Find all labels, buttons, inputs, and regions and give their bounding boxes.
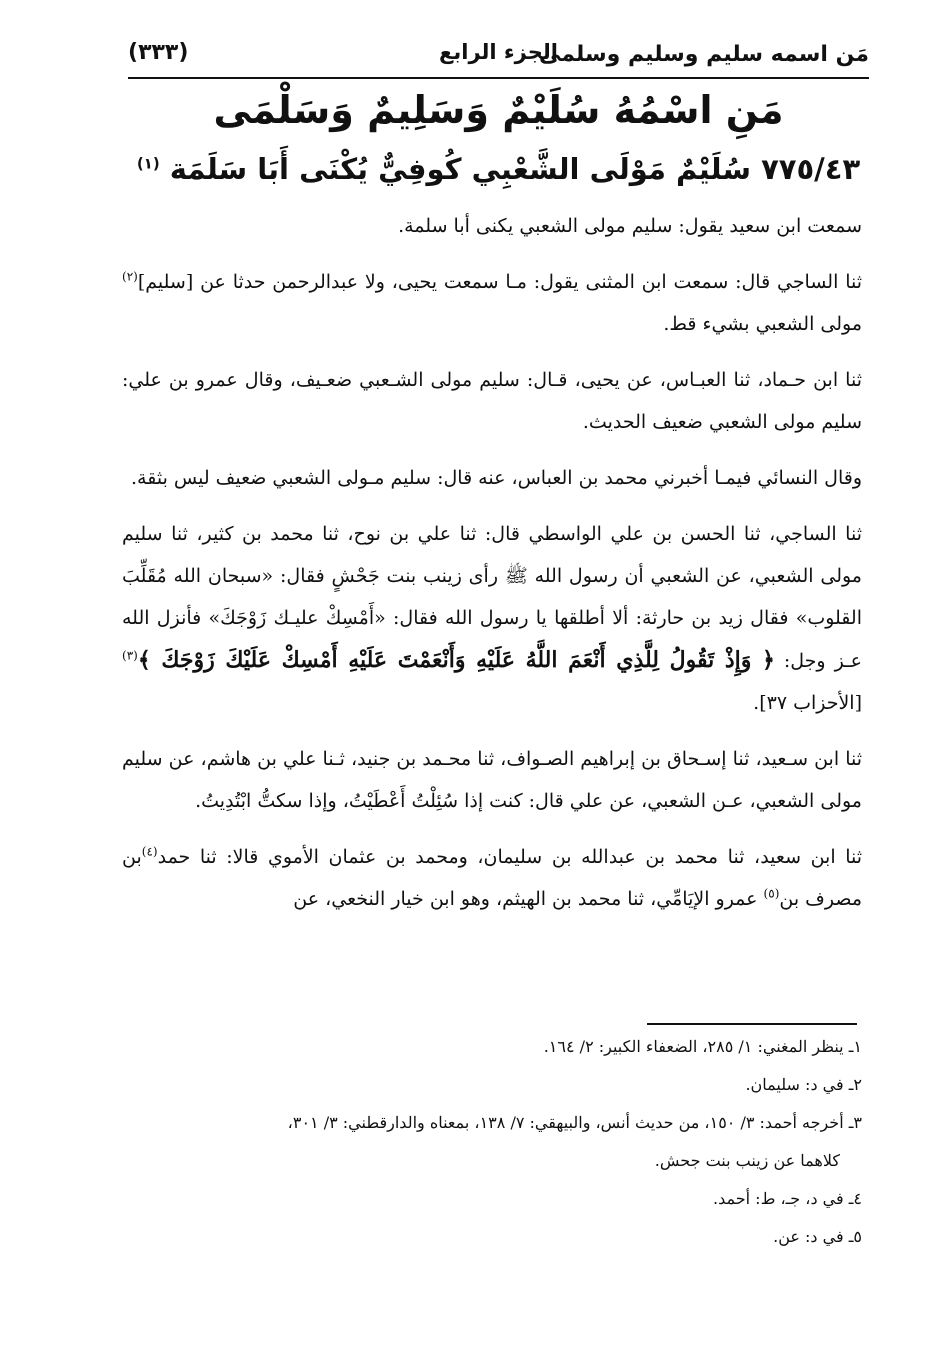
footnote-ref: (١)	[136, 154, 160, 173]
footnote-ref: (٢)	[122, 269, 138, 284]
footnotes	[110, 1028, 862, 1256]
paragraph-text: عمرو الإيَامِّي، ثنا محمد بن الهيثم، وهو ابن خيار النخعي، عن	[293, 888, 764, 910]
header-volume: الجزء الرابع	[439, 40, 558, 64]
footnote: ٢ـ في د: سليمان.	[745, 1075, 862, 1094]
paragraph	[122, 513, 862, 724]
footnote-ref: (٥)	[763, 886, 780, 901]
paragraph-text: بن مصرف بن	[122, 846, 862, 910]
paragraph-text: ثنا الساجي قال: سمعت ابن المثنى يقول: مـا سمعت يحيى، ولا عبدالرحمن حدثا عن [سليم]	[137, 271, 862, 293]
paragraph-text: [الأحزاب ٣٧].	[753, 692, 862, 714]
chapter-title: مَنِ اسْمُهُ سُلَيْمٌ وَسَلِيمٌ وَسَلْمَى	[213, 88, 784, 132]
paragraph-text: مولى الشعبي بشيء قط.	[663, 313, 862, 335]
footnote: ٤ـ في د، جـ، ط: أحمد.	[713, 1189, 862, 1208]
running-header	[128, 34, 869, 74]
paragraph-text: ثنا ابن سـعيد، ثنا إسـحاق بن إبراهيم الصـواف، ثنا محـمد بن جنيد، ثـنا علي بن هاشم، عن سليم مولى الشعبي، عـن الشعبي، عن علي قال: كنت إذا سُئِلْتُ أَعْطَيْتُ، وإذا سكتُّ ابْتُدِيتُ.	[122, 748, 863, 812]
footnote-separator	[647, 1023, 857, 1025]
paragraph	[122, 261, 862, 345]
paragraph-text: سمعت ابن سعيد يقول: سليم مولى الشعبي يكنى أبا سلمة.	[398, 215, 862, 237]
header-rule	[128, 77, 869, 79]
quran-verse: ﴿ وَإِذْ تَقُولُ لِلَّذِي أَنْعَمَ اللَّهُ عَلَيْهِ وَأَنْعَمْتَ عَلَيْهِ أَمْسِكْ عَلَيْكَ زَوْجَكَ ﴾	[137, 647, 775, 673]
paragraph	[122, 205, 862, 247]
paragraph	[122, 359, 862, 443]
paragraph	[122, 738, 862, 822]
paragraph-text: وقال النسائي فيمـا أخبرني محمد بن العباس، عنه قال: سليم مـولى الشعبي ضعيف ليس بثقة.	[131, 467, 862, 489]
main-text	[122, 205, 862, 934]
footnote: ١ـ ينظر المغني: ١/ ٢٨٥، الضعفاء الكبير: ٢/ ١٦٤.	[543, 1037, 862, 1056]
entry-heading	[128, 152, 869, 186]
header-chapter-short: مَن اسمه سليم وسليم وسلمى	[539, 42, 869, 67]
paragraph-text: ثنا الساجي، ثنا الحسن بن علي الواسطي قال: ثنا علي بن نوح، ثنا محمد بن كثير، ثنا سليم مولى الشعبي، عن الشعبي أن رسول الله ﷺ رأى زينب بنت جَحْشٍ فقال: «سبحان الله مُقَلِّبَ القلوب» فقال زيد بن حارثة: ألا أطلقها يا رسول الله فقال: «أَمْسِكْ عليـك زَوْجَكَ» فأنزل الله عـز وجل:	[122, 523, 862, 672]
footnote: ٣ـ أخرجه أحمد: ٣/ ١٥٠، من حديث أنس، والبيهقي: ٧/ ١٣٨، بمعناه والدارقطني: ٣/ ٣٠١،	[287, 1113, 862, 1132]
footnote: ٥ـ في د: عن.	[773, 1227, 862, 1246]
footnote-ref: (٣)	[122, 648, 138, 663]
paragraph	[122, 457, 862, 499]
entry-heading-text: ٧٧٥/٤٣ سُلَيْمٌ مَوْلَى الشَّعْبِي كُوفِيٌّ يُكْنَى أَبَا سَلَمَة	[169, 152, 861, 186]
footnote-ref: (٤)	[141, 844, 158, 859]
paragraph-text: ثنا ابن حـماد، ثنا العبـاس، عن يحيى، قـال: سليم مولى الشـعبي ضعـيف، وقال عمرو بن علي: سليم مولى الشعبي ضعيف الحديث.	[122, 369, 862, 433]
paragraph	[122, 836, 862, 920]
footnote-continuation: كلاهما عن زينب بنت جحش.	[654, 1151, 840, 1170]
header-page-number: (٣٣٣)	[128, 40, 189, 65]
paragraph-text: ثنا ابن سعيد، ثنا محمد بن عبدالله بن سليمان، ومحمد بن عثمان الأموي قالا: ثنا حمد	[157, 846, 862, 868]
